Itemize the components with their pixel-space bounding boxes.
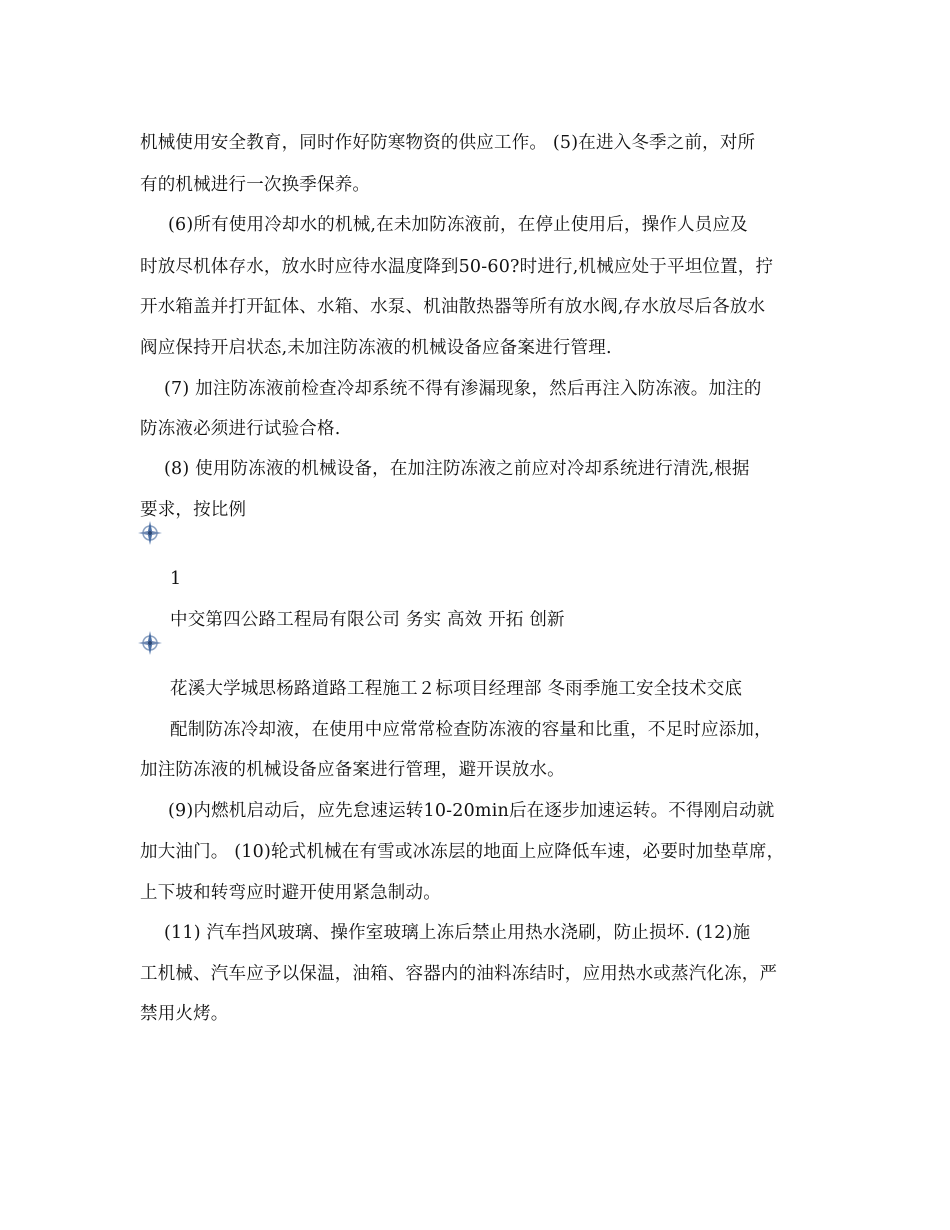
text-line: 配制防冻冷却液，在使用中应常常检查防冻液的容量和比重，不足时应添加， (170, 720, 772, 740)
page-number: 1 (170, 569, 182, 589)
text-line: 加注防冻液的机械设备应备案进行管理，避开误放水。 (140, 760, 565, 780)
text-line: 上下坡和转弯应时避开使用紧急制动。 (140, 883, 441, 903)
text-line: 要求，按比例 (140, 500, 247, 520)
text-line: (8) 使用防冻液的机械设备，在加注防冻液之前应对冷却系统进行清洗,根据 (164, 459, 750, 479)
text-line: (7) 加注防冻液前检查冷却系统不得有渗漏现象，然后再注入防冻液。加注的 (164, 379, 762, 399)
text-line: 阀应保持开启状态,未加注防冻液的机械设备应备案进行管理. (140, 338, 612, 358)
text-line: 有的机械进行一次换季保养。 (140, 175, 371, 195)
text-line: (11) 汽车挡风玻璃、操作室玻璃上冻后禁止用热水浇刷，防止损坏. (12)施 (164, 923, 751, 943)
text-line: 机械使用安全教育，同时作好防寒物资的供应工作。 (5)在进入冬季之前，对所 (140, 133, 756, 153)
text-line: (6)所有使用冷却水的机械,在未加防冻液前，在停止使用后，操作人员应及 (168, 215, 748, 235)
text-line: (9)内燃机启动后，应先怠速运转10-20min后在逐步加速运转。不得刚启动就 (168, 801, 775, 821)
text-line: 禁用火烤。 (140, 1004, 229, 1024)
company-logo-icon (137, 520, 163, 546)
text-line: 开水箱盖并打开缸体、水箱、水泵、机油散热器等所有放水阀,存水放尽后各放水 (140, 297, 766, 317)
company-logo-icon (137, 630, 163, 656)
header-company: 中交第四公路工程局有限公司 务实 高效 开拓 创新 (170, 610, 565, 630)
text-line: 时放尽机体存水，放水时应待水温度降到50-60?时进行,机械应处于平坦位置，拧 (140, 257, 774, 277)
text-line: 防冻液必须进行试验合格. (140, 419, 341, 439)
header-project: 花溪大学城思杨路道路工程施工２标项目经理部 冬雨季施工安全技术交底 (170, 679, 743, 699)
text-line: 加大油门。 (10)轮式机械在有雪或冰冻层的地面上应降低车速，必要时加垫草席， (140, 842, 785, 862)
text-line: 工机械、汽车应予以保温，油箱、容器内的油料冻结时，应用热水或蒸汽化冻，严 (140, 964, 778, 984)
